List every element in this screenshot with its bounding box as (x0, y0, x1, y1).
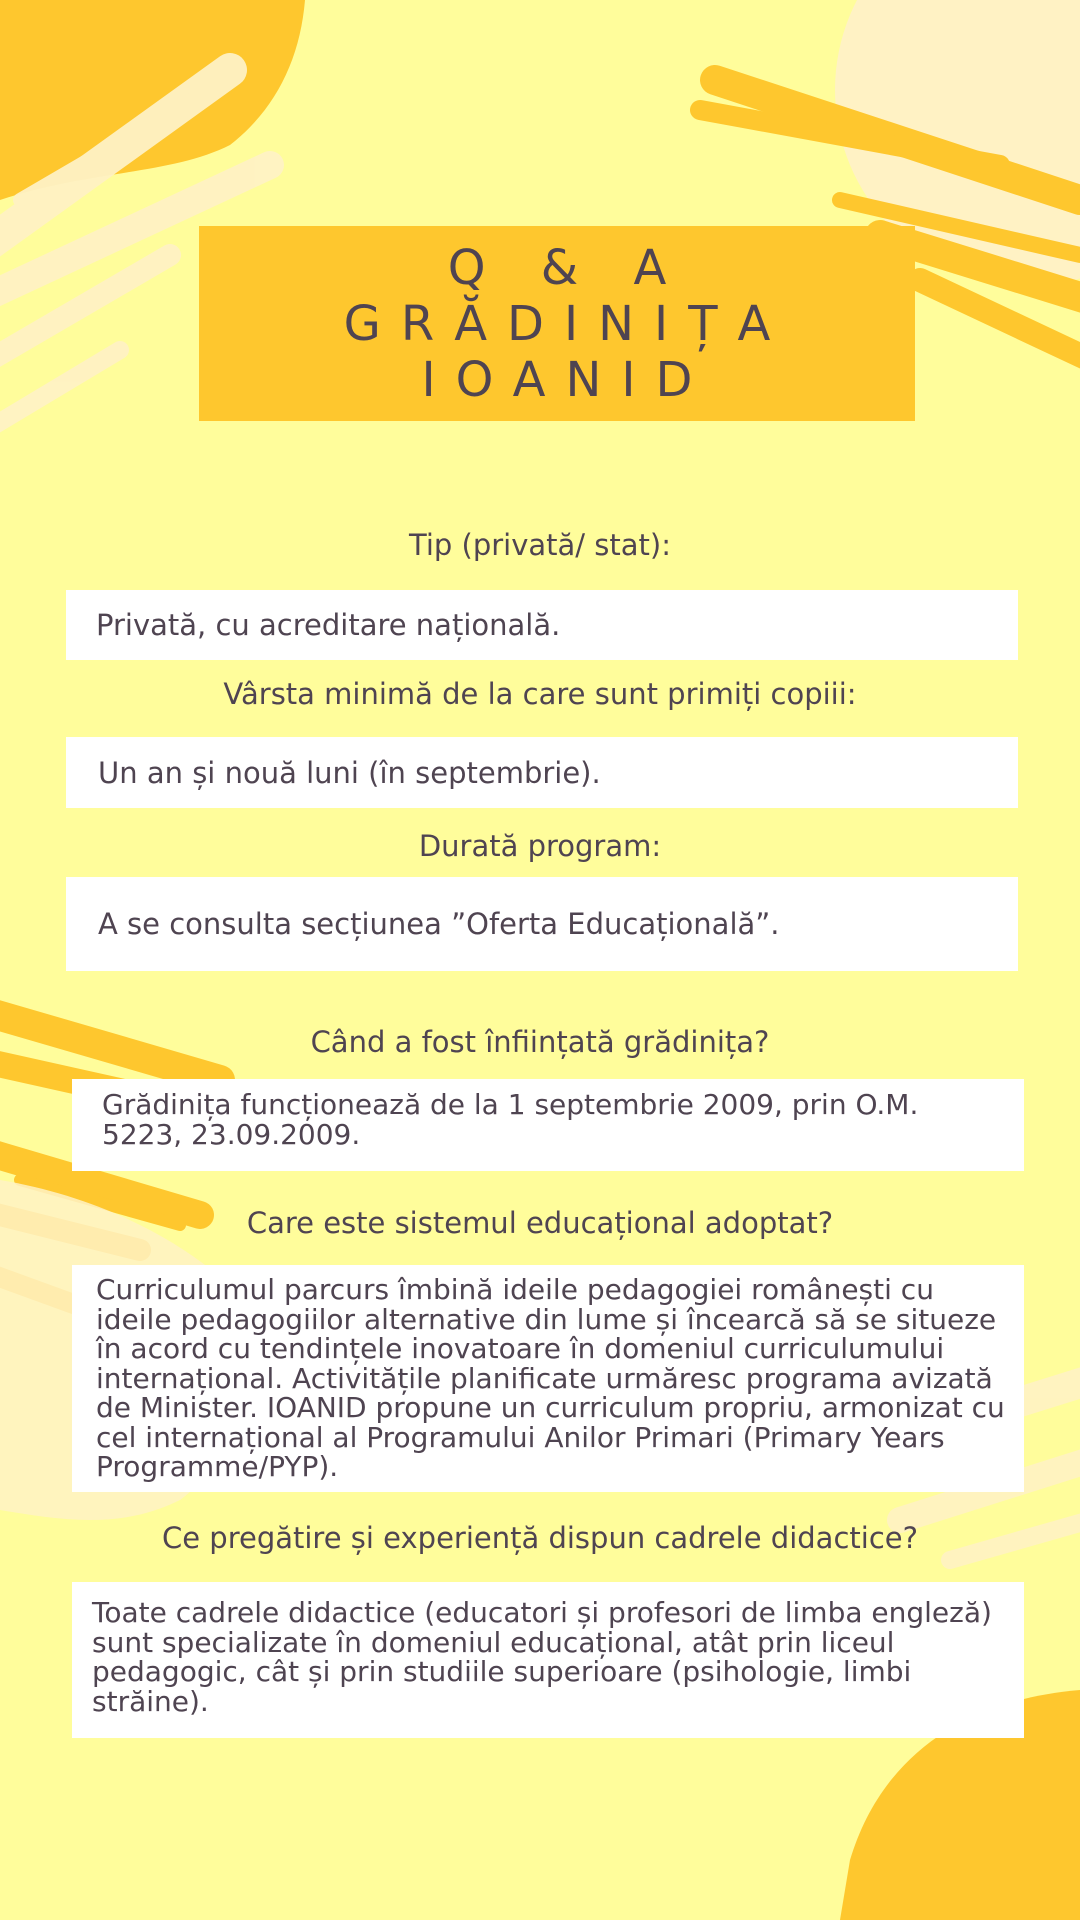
answer-program-duration: A se consulta secțiunea ”Oferta Educațională”. (98, 907, 780, 941)
answer-box-founded (72, 1079, 1024, 1171)
question-type: Tip (privată/ stat): (409, 528, 671, 562)
title-banner (199, 226, 915, 421)
answer-box-min-age (66, 737, 1018, 808)
answer-teachers: Toate cadrele didactice (educatori și profesori de limba engleză) sunt specializate în domeniul educațional, atât prin liceul pedagogic, cât și prin studiile superioare (psihologie, limbi străine). (92, 1596, 992, 1718)
answer-box-teachers (72, 1582, 1024, 1738)
answer-founded: Grădinița funcționează de la 1 septembrie 2009, prin O.M. 5223, 23.09.2009. (102, 1088, 919, 1151)
answer-box-program-duration (66, 877, 1018, 971)
question-founded: Când a fost înființată grădinița? (310, 1025, 770, 1059)
question-education-system: Care este sistemul educațional adoptat? (246, 1206, 834, 1240)
answer-education-system: Curriculumul parcurs îmbină ideile pedagogiei românești cu ideile pedagogiilor alternative din lume și încearcă să se situeze în acord cu tendințele inovatoare în domeniul curriculumului internațional. Activitățile planificate urmăresc programa avizată de Minister. IOANID propune un curriculum propriu, armonizat cu cel internațional al Programului Anilor Primari (Primary Years Programme/PYP). (96, 1273, 1005, 1483)
title-line-3: IOANID (421, 351, 713, 408)
question-min-age: Vârsta minimă de la care sunt primiți copiii: (223, 677, 857, 711)
title-line-1: Q & A (447, 239, 687, 296)
answer-min-age: Un an și nouă luni (în septembrie). (98, 755, 601, 790)
question-teachers: Ce pregătire și experiență dispun cadrele didactice? (161, 1521, 918, 1555)
answer-type: Privată, cu acreditare națională. (96, 608, 561, 642)
question-program-duration: Durată program: (418, 829, 662, 863)
answer-box-type (66, 590, 1018, 660)
title-line-2: GRĂDINIȚA (343, 295, 791, 352)
answer-box-education-system (72, 1265, 1024, 1492)
